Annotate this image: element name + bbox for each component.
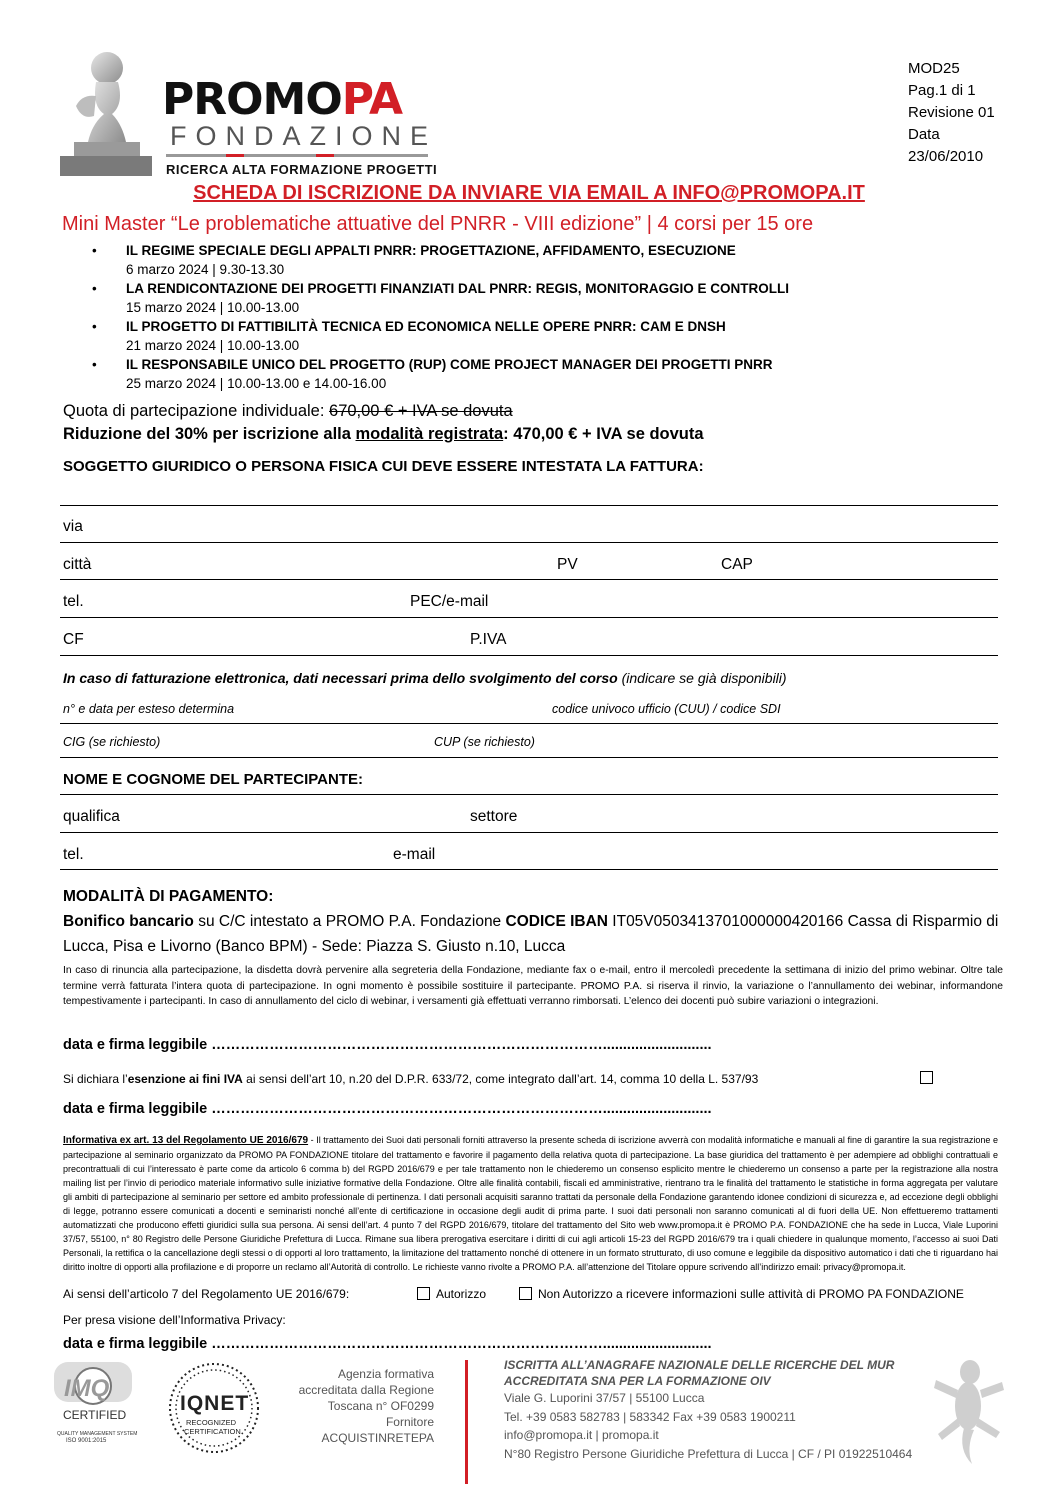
course-item <box>92 317 992 355</box>
footer-divider <box>465 1360 468 1484</box>
field-pv: PV <box>557 556 578 573</box>
participant-heading: NOME E COGNOME DEL PARTECIPANTE: <box>63 771 364 788</box>
price-line <box>63 402 513 421</box>
payment-heading: MODALITÀ DI PAGAMENTO: <box>63 888 274 905</box>
foundation-info <box>504 1358 914 1462</box>
iva-post: ai sensi dell’art 10, n.20 del D.P.R. 633/72, come integrato dall’art. 14, comma 10 della L. 537/93 <box>242 1072 759 1086</box>
agency-line: Fornitore <box>385 1415 434 1429</box>
line-citta[interactable] <box>60 579 998 580</box>
course-date: 21 marzo 2024 | 10.00-13.00 <box>126 338 300 353</box>
signature-line-3[interactable]: data e firma leggibile ………………………………………………………………………........................... <box>63 1336 712 1352</box>
agency-line: Agenzia formativa <box>337 1367 434 1381</box>
field-cap: CAP <box>721 556 753 573</box>
consent-non-autorizzo-label: Non Autorizzo a ricevere informazioni sulle attività di PROMO PA FONDAZIONE <box>538 1287 964 1301</box>
line-name[interactable] <box>60 505 998 506</box>
course-item <box>92 355 992 393</box>
document-meta <box>908 58 995 168</box>
privacy-acknowledgement: Per presa visione dell’Informativa Privacy: <box>63 1313 286 1327</box>
agency-line: accreditata dalla Regione <box>298 1383 434 1397</box>
course-item <box>92 279 992 317</box>
discount-pre: Riduzione del 30% per iscrizione alla <box>63 425 356 443</box>
course-title: LA RENDICONTAZIONE DEI PROGETTI FINANZIATI DAL PNRR: REGIS, MONITORAGGIO E CONTROLLI <box>126 281 789 296</box>
course-title: IL PROGETTO DI FATTIBILITÀ TECNICA ED ECONOMICA NELLE OPERE PNRR: CAM E DNSH <box>126 319 726 334</box>
line-via[interactable] <box>60 542 998 543</box>
course-date: 25 marzo 2024 | 10.00-13.00 e 14.00-16.00 <box>126 376 387 391</box>
field-tel: tel. <box>63 593 84 610</box>
info-line-bold: ISCRITTA ALL’ANAGRAFE NAZIONALE DELLE RICERCHE DEL MUR <box>504 1358 895 1372</box>
consent-non-autorizzo-checkbox[interactable] <box>519 1287 532 1300</box>
meta-page: Pag.1 di 1 <box>908 82 976 99</box>
field-cuu: codice univoco ufficio (CUU) / codice SDI <box>552 702 781 716</box>
line-tel[interactable] <box>60 617 998 618</box>
bullet-icon: • <box>92 357 97 372</box>
payment-iban-label: CODICE IBAN <box>505 913 608 930</box>
registered-mode-link: modalità registrata <box>355 425 504 443</box>
payment-details <box>63 909 1003 959</box>
course-title: IL RESPONSABILE UNICO DEL PROGETTO (RUP) COME PROJECT MANAGER DEI PROGETTI PNRR <box>126 357 773 372</box>
payment-iban: IT05V0503413701000000420166 Cassa di Risparmio di Lucca, Pisa e Livorno (Banco BPM) - Sede: Piazza S. Giusto n.10, Lucca <box>63 913 999 955</box>
line-participant-tel[interactable] <box>60 869 998 870</box>
consent-autorizzo-label: Autorizzo <box>436 1287 487 1301</box>
info-registry: N°80 Registro Persone Giuridiche Prefettura di Lucca | CF / PI 01922510464 <box>504 1446 913 1461</box>
course-item <box>92 241 992 279</box>
field-citta: città <box>63 556 92 573</box>
logo-fondazione: FONDAZIONE <box>170 121 438 151</box>
invoice-heading: SOGGETTO GIURIDICO O PERSONA FISICA CUI DEVE ESSERE INTESTATA LA FATTURA: <box>63 458 704 475</box>
logo-wordmark: PROMOPA <box>162 74 402 125</box>
agency-block <box>296 1366 434 1446</box>
field-participant-email: e-mail <box>393 846 436 863</box>
einvoice-heading-note: (indicare se già disponibili) <box>617 670 787 686</box>
consent-label: Ai sensi dell’articolo 7 del Regolamento UE 2016/679: <box>63 1287 350 1301</box>
privacy-text: - Il trattamento dei Suoi dati personali forniti attraverso la presente scheda di iscrizione avverrà con modalità informatiche e manuali al fine di garantire la sua registrazione e partecipazione al seminario organizzato da PROMO PA FONDAZIONE titolare del trattamento e favorire il pagamento della relativa quota di partecipazione. La base giuridica del trattamento è per adempiere ad obblighi contrattuali e precontrattuali di cui l’interessato è parte come da articolo 6 comma b) del RGPD 2016/679 e per tale trattamento non le chiederemo un consenso esplicito mentre le chiederemo un consenso a parte per la registrazione alla nostra mailing list per l’invio di periodico materiale informativo sulle iniziative formative della Fondazione. Oltre alle finalità contabili, fiscali ed amministrative, rientrano tra le finalità del trattamento le statistiche in forma aggregata per valutare gli ambiti di partecipazione al seminario per settore ed ambito professionale di pertinenza. I dati personali acquisiti saranno trattati da personale della Fondazione garantendo idonee condizioni di sicurezza e, ad eccezione degli obblighi di legge, potranno essere comunicati a docenti e seminaristi nonché all’ente di certificazione in occasione degli audit di prima parte. I suoi dati personali non saranno comunicati al di fuori della UE. Non effettueremo trattamenti automatizzati che producono effetti giuridici sulla sua persona. Ai sensi dell’art. 4 punto 7 del RGPD 2016/679, titolare del trattamento del Sito web www.promopa.it è PROMO P.A. FONDAZIONE che ha sede in Lucca, Viale Luporini 37/57, 55100, n° 80 Registro delle Persone Giuridiche Prefettura di Lucca. Rimane sua libera prerogativa esercitare i diritti di cui agli articoli 15-23 del RGPD 2016/679 tra i quali chiedere in qualunque momento, l’accesso ai suoi Dati Personali, la rettifica o la cancellazione degli stessi o di opporti al loro trattamento, la limitazione del trattamento nonché di ottenere in un formato strutturato, di uso comune e leggibile da dispositivo automatico i dati che ti riguardano hai diritto inoltre di opporti alla profilazione e di proporre un reclamo all’Autorità di controllo. Le richieste vanno rivolte a PROMO P.A. all’attenzione del Titolare oppure scrivendo all’indirizzo email: privacy@promopa.it. <box>63 1135 999 1272</box>
meta-date: 23/06/2010 <box>908 148 984 165</box>
payment-bonifico: Bonifico bancario <box>63 913 194 930</box>
signature-line-2[interactable]: data e firma leggibile ………………………………………………………………………........................... <box>63 1101 712 1117</box>
line-participant[interactable] <box>60 794 998 795</box>
discount-line <box>63 425 704 444</box>
agency-line: ACQUISTINRETEPA <box>321 1431 434 1445</box>
course-title: IL REGIME SPECIALE DEGLI APPALTI PNRR: PROGETTAZIONE, AFFIDAMENTO, ESECUZIONE <box>126 243 736 258</box>
field-via: via <box>63 518 83 535</box>
price-label: Quota di partecipazione individuale: <box>63 402 330 420</box>
line-determina[interactable] <box>60 723 998 724</box>
gecko-icon <box>928 1358 1010 1468</box>
iva-exemption <box>63 1072 758 1086</box>
logo-statue-icon <box>52 46 157 178</box>
field-qualifica: qualifica <box>63 808 120 825</box>
discount-price: : 470,00 € + IVA se dovuta <box>503 425 704 443</box>
meta-date-label: Data <box>908 126 940 143</box>
course-date: 15 marzo 2024 | 10.00-13.00 <box>126 300 300 315</box>
price-struck: 670,00 € + IVA se dovuta <box>329 402 513 420</box>
page-title: SCHEDA DI ISCRIZIONE DA INVIARE VIA EMAIL A INFO@PROMOPA.IT <box>193 182 865 204</box>
line-cig[interactable] <box>60 757 998 758</box>
field-settore: settore <box>470 808 518 825</box>
payment-cc: su C/C intestato a PROMO P.A. Fondazione <box>193 913 506 930</box>
logo-tagline: RICERCA ALTA FORMAZIONE PROGETTI <box>166 162 438 177</box>
bullet-icon: • <box>92 319 97 334</box>
iva-bold: esenzione ai fini IVA <box>127 1072 243 1086</box>
privacy-notice <box>63 1133 998 1274</box>
iva-exemption-checkbox[interactable] <box>920 1071 933 1084</box>
iqnet-sub2: CERTIFICATION <box>184 1427 241 1436</box>
einvoice-heading-bold: In caso di fatturazione elettronica, dati necessari prima dello svolgimento del corso <box>63 670 618 686</box>
meta-revision: Revisione 01 <box>908 104 995 121</box>
line-cf[interactable] <box>60 655 998 656</box>
line-qualifica[interactable] <box>60 832 998 833</box>
imq-qms: QUALITY MANAGEMENT SYSTEM <box>57 1431 138 1437</box>
einvoice-heading <box>63 670 787 686</box>
info-email-site: info@promopa.it | promopa.it <box>504 1428 659 1442</box>
field-determina: n° e data per esteso determina <box>63 702 235 716</box>
field-cf: CF <box>63 631 84 648</box>
imq-text: IMQ <box>64 1375 110 1402</box>
info-line-bold: ACCREDITATA SNA PER LA FORMAZIONE OIV <box>504 1373 771 1388</box>
iqnet-sub1: RECOGNIZED <box>186 1418 237 1427</box>
payment-section <box>63 884 1003 959</box>
field-participant-tel: tel. <box>63 846 84 863</box>
field-pec: PEC/e-mail <box>410 593 489 610</box>
info-address: Viale G. Luporini 37/57 | 55100 Lucca <box>504 1391 705 1405</box>
imq-iso: ISO 9001:2015 <box>66 1438 107 1444</box>
info-phone: Tel. +39 0583 582783 | 583342 Fax +39 0583 1900211 <box>504 1409 796 1424</box>
bullet-icon: • <box>92 281 97 296</box>
meta-mod: MOD25 <box>908 60 960 77</box>
privacy-title: Informativa ex art. 13 del Regolamento UE 2016/679 <box>63 1135 309 1146</box>
iqnet-text: IQNET <box>180 1392 250 1415</box>
course-subtitle: Mini Master “Le problematiche attuative del PNRR - VIII edizione” | 4 corsi per 15 ore <box>62 213 814 235</box>
field-cig: CIG (se richiesto) <box>63 735 161 749</box>
iva-pre: Si dichiara l’ <box>63 1072 128 1086</box>
imq-certified: CERTIFIED <box>63 1408 127 1422</box>
field-piva: P.IVA <box>470 631 507 648</box>
consent-autorizzo-checkbox[interactable] <box>417 1287 430 1300</box>
logo-divider <box>166 154 428 157</box>
signature-line-1[interactable]: data e firma leggibile ………………………………………………………………………........................... <box>63 1037 712 1053</box>
bullet-icon: • <box>92 243 97 258</box>
course-list <box>92 241 992 393</box>
field-cup: CUP (se richiesto) <box>434 735 535 749</box>
cancellation-policy: In caso di rinuncia alla partecipazione, la disdetta dovrà pervenire alla segreteria della Fondazione, mediante fax o e-mail, entro il mercoledì precedente la settimana di inizio del primo webinar. Oltre tale termine verrà fatturata l’intera quota di partecipazione. In ogni momento è possibile sostituire il partecipante. PROMO P.A. si riserva il rinvio, la variazione o l’annullamento dei webinar, informandone tempestivamente i partecipanti. In caso di annullamento del ciclo di webinar, i versamenti già effettuati verranno rimborsati. L’elenco dei docenti può subire variazioni o integrazioni. <box>63 965 1003 1007</box>
course-date: 6 marzo 2024 | 9.30-13.30 <box>126 262 285 277</box>
agency-line: Toscana n° OF0299 <box>327 1399 434 1413</box>
